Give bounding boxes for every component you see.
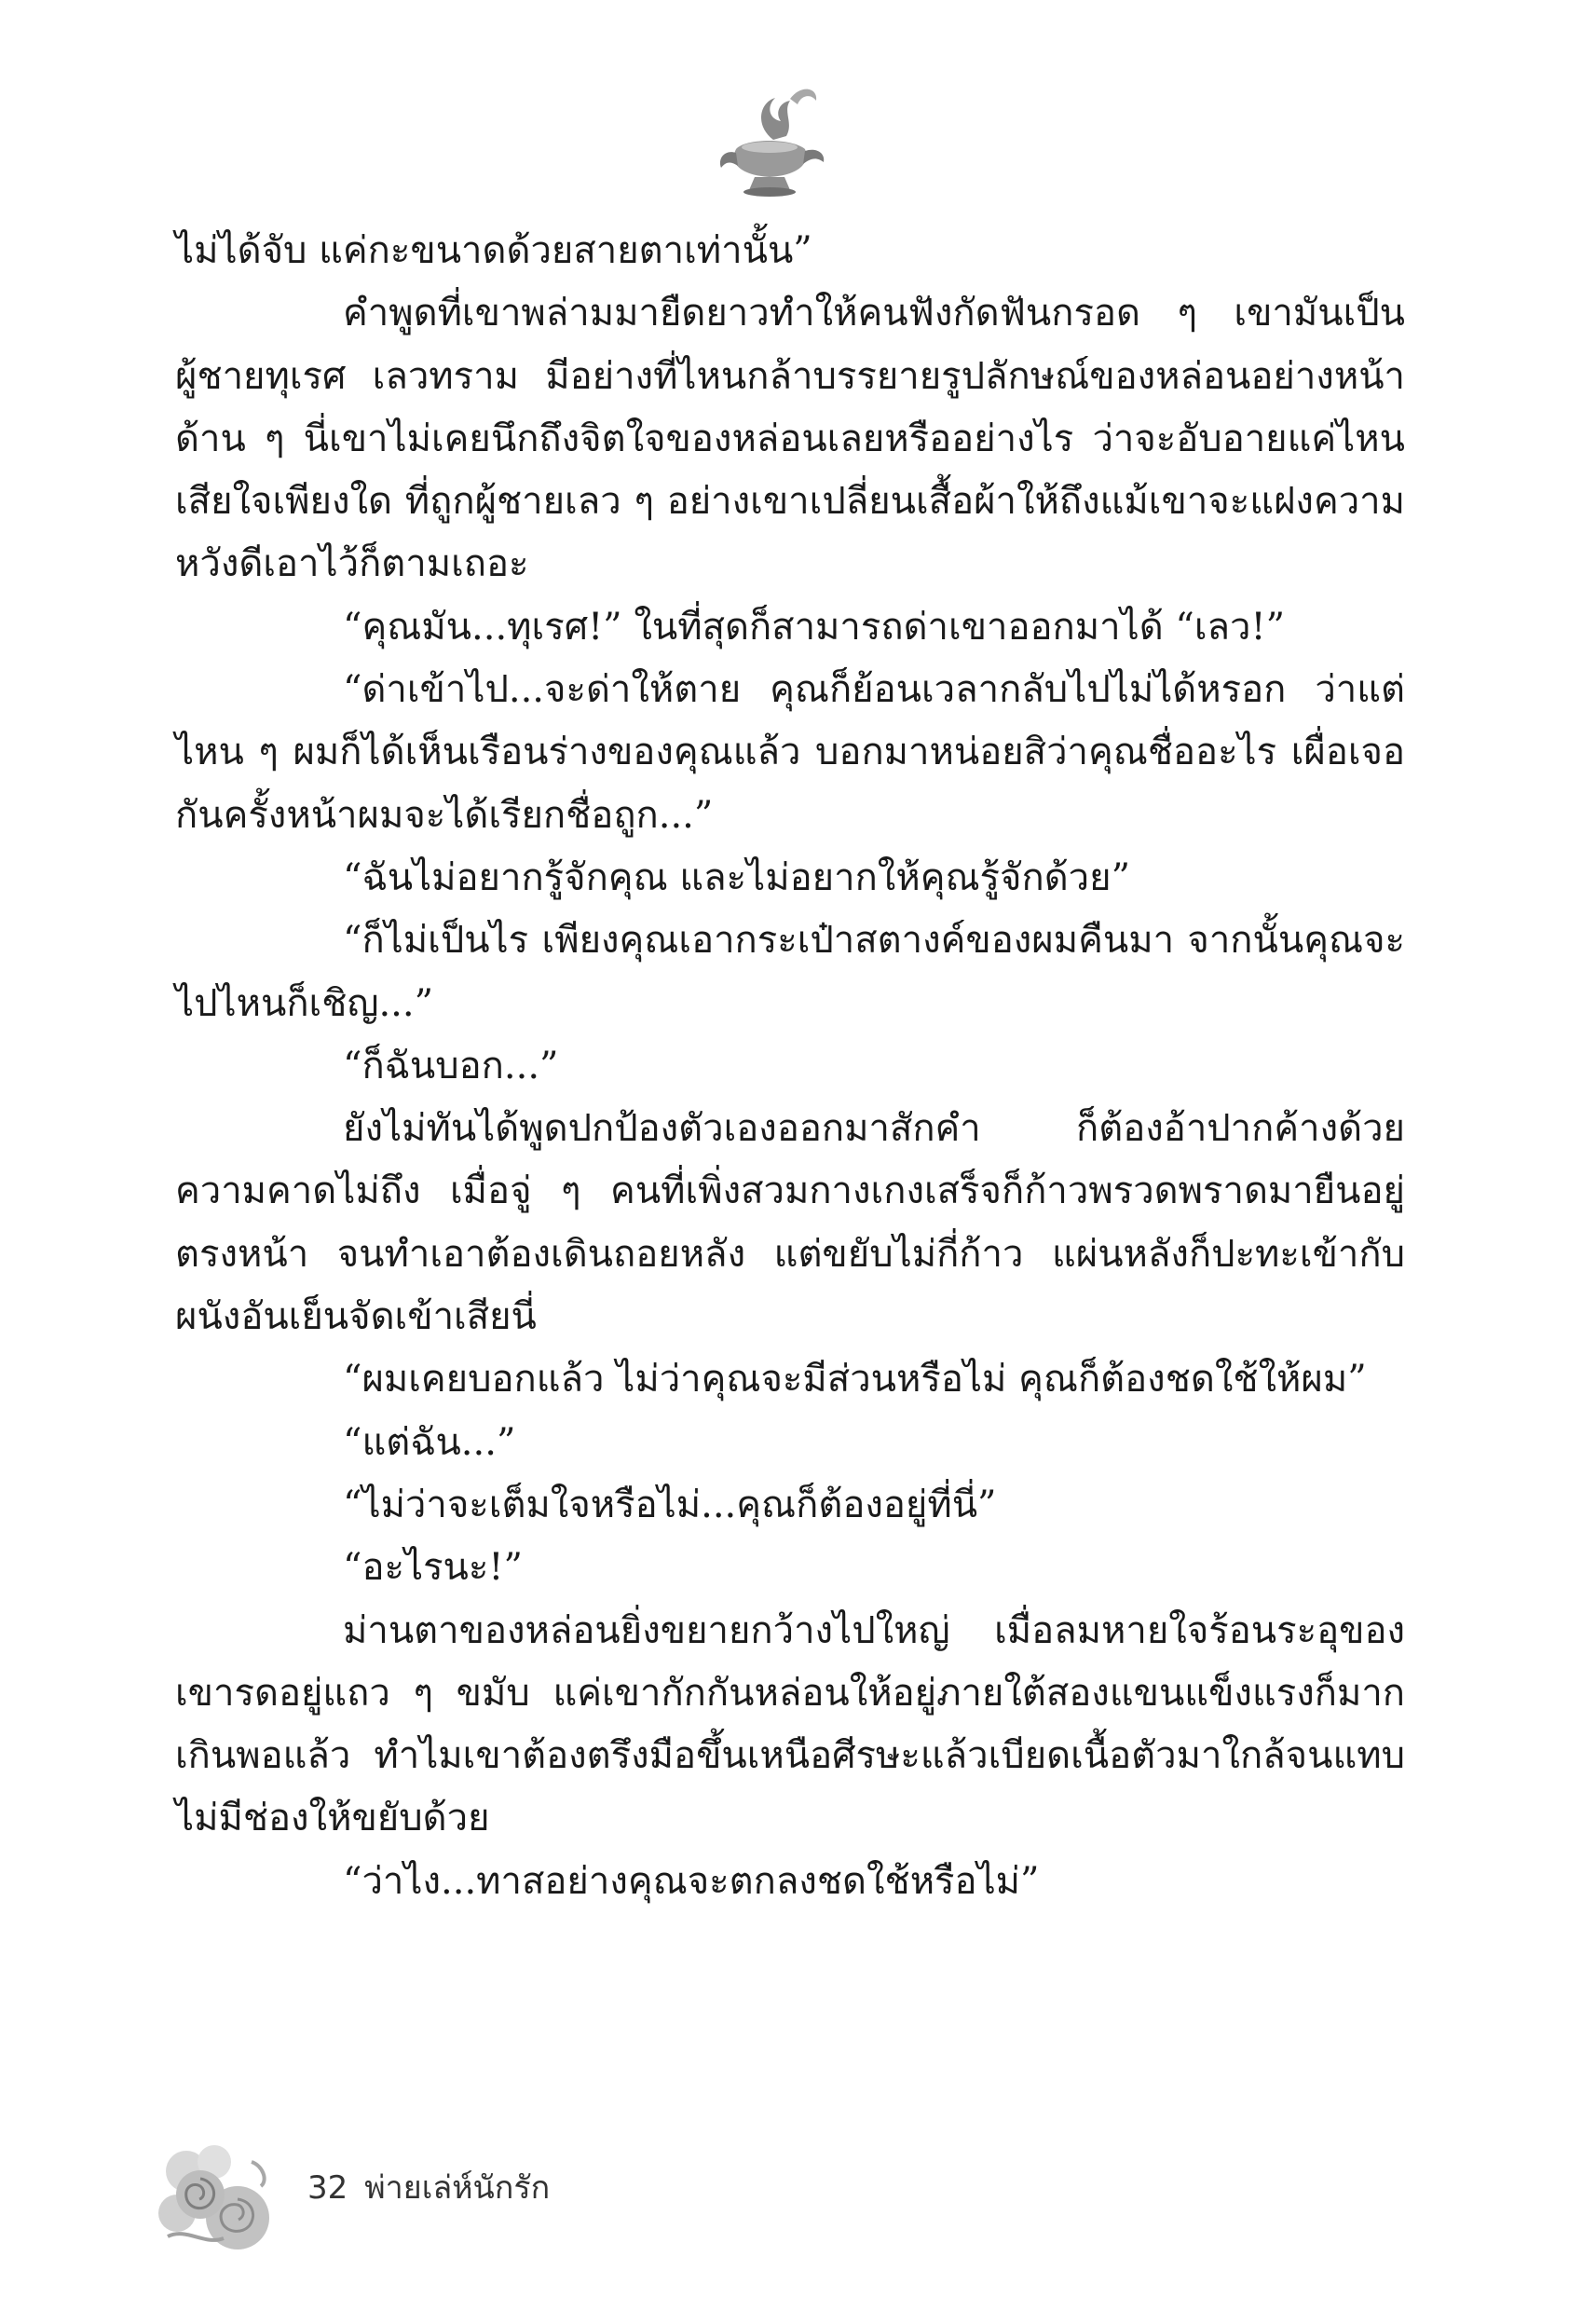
paragraph: “แต่ฉัน...” <box>343 1420 516 1464</box>
paragraph: “ฉันไม่อยากรู้จักคุณ และไม่อยากให้คุณรู้จักด้วย” <box>343 855 1131 899</box>
paragraph: คำพูดที่เขาพล่ามมายืดยาวทำให้คนฟังกัดฟันกรอด ๆ เขามันเป็นผู้ชายทุเรศ เลวทราม มีอย่างที่ไหนกล้าบรรยายรูปลักษณ์ของหล่อนอย่างหน้าด้าน ๆ นี่เขาไม่เคยนึกถึงจิตใจของหล่อนเลยหรืออย่างไร ว่าจะอับอายแค่ไหน เสียใจเพียงใด ที่ถูกผู้ชายเลว ๆ อย่างเขาเปลี่ยนเสื้อผ้าให้ถึงแม้เขาจะแฝงความหวังดีเอาไว้ก็ตามเถอะ <box>175 292 1405 586</box>
page-number: 32 <box>307 2169 348 2207</box>
body-text <box>175 220 1405 1913</box>
paragraph: ไม่ได้จับ แค่กะขนาดด้วยสายตาเท่านั้น” <box>175 229 812 272</box>
paragraph: “คุณมัน...ทุเรศ!” ในที่สุดก็สามารถด่าเขาออกมาได้ “เลว!” <box>343 605 1286 649</box>
book-title: พ่ายเล่ห์นักรัก <box>364 2169 551 2207</box>
paragraph: “ก็ฉันบอก...” <box>343 1044 559 1087</box>
page-footer <box>149 2125 801 2274</box>
genie-lamp-ornament-icon <box>708 75 829 205</box>
footer-text <box>307 2162 566 2212</box>
paragraph: “ไม่ว่าจะเต็มใจหรือไม่...คุณก็ต้องอยู่ที่นี่” <box>343 1483 997 1526</box>
rose-ornament-icon <box>149 2125 289 2264</box>
paragraph: “ก็ไม่เป็นไร เพียงคุณเอากระเป๋าสตางค์ของผมคืนมา จากนั้นคุณจะไปไหนก็เชิญ...” <box>175 919 1405 1025</box>
paragraph: ม่านตาของหล่อนยิ่งขยายกว้างไปใหญ่ เมื่อลมหายใจร้อนระอุของเขารดอยู่แถว ๆ ขมับ แค่เขากักกันหล่อนให้อยู่ภายใต้สองแขนแข็งแรงก็มากเกินพอแล้ว ทำไมเขาต้องตรึงมือขึ้นเหนือศีรษะแล้วเบียดเนื้อตัวมาใกล้จนแทบไม่มีช่องให้ขยับด้วย <box>175 1608 1405 1840</box>
paragraph: ยังไม่ทันได้พูดปกป้องตัวเองออกมาสักคำ ก็ต้องอ้าปากค้างด้วยความคาดไม่ถึง เมื่อจู่ ๆ คนที่เพิ่งสวมกางเกงเสร็จก็ก้าวพรวดพราดมายืนอยู่ตรงหน้า จนทำเอาต้องเดินถอยหลัง แต่ขยับไม่กี่ก้าว แผ่นหลังก็ปะทะเข้ากับผนังอันเย็นจัดเข้าเสียนี่ <box>175 1107 1405 1339</box>
paragraph: “ว่าไง...ทาสอย่างคุณจะตกลงชดใช้หรือไม่” <box>343 1859 1040 1903</box>
paragraph: “ด่าเข้าไป...จะด่าให้ตาย คุณก็ย้อนเวลากลับไปไม่ได้หรอก ว่าแต่ไหน ๆ ผมก็ได้เห็นเรือนร่างของคุณแล้ว บอกมาหน่อยสิว่าคุณชื่ออะไร เผื่อเจอกันครั้งหน้าผมจะได้เรียกชื่อถูก...” <box>175 668 1405 837</box>
paragraph: “อะไรนะ!” <box>343 1546 523 1590</box>
paragraph: “ผมเคยบอกแล้ว ไม่ว่าคุณจะมีส่วนหรือไม่ คุณก็ต้องชดใช้ให้ผม” <box>343 1358 1367 1402</box>
